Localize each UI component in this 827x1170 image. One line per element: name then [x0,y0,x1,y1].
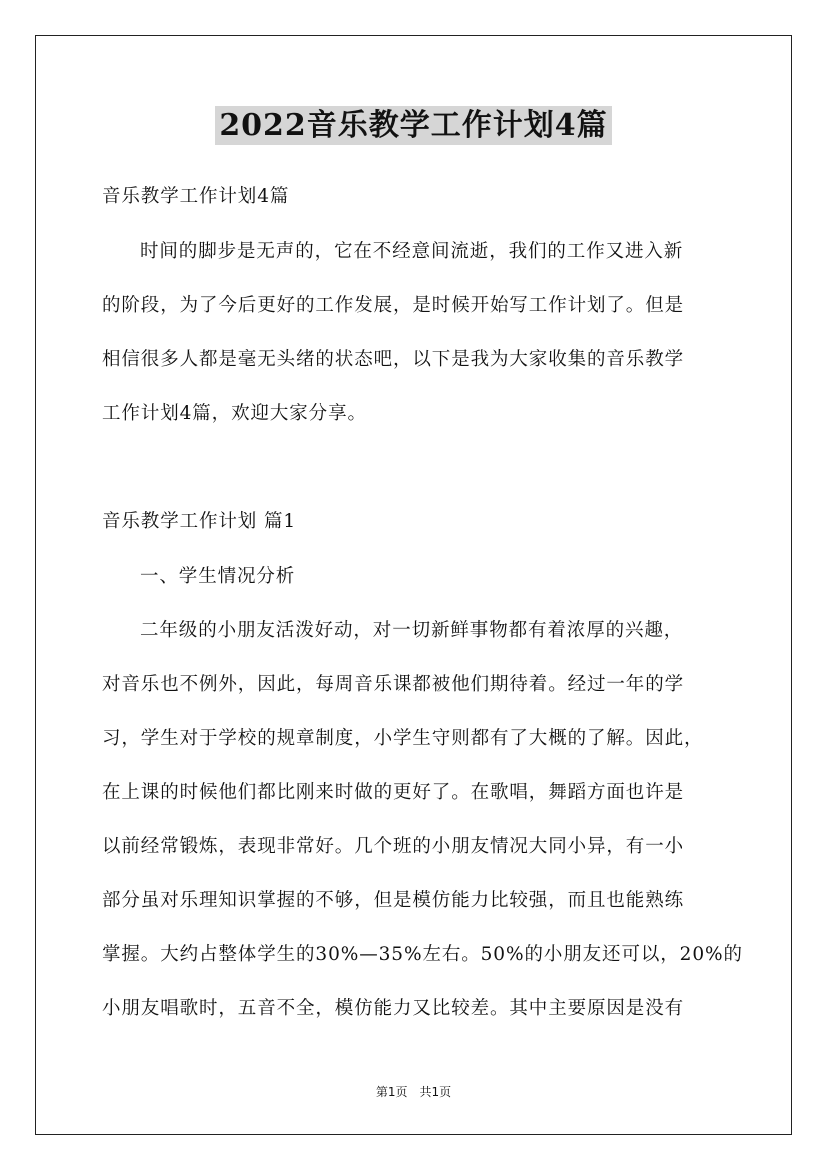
title-text: 2022音乐教学工作计划4篇 [215,106,611,145]
page-total: 共1页 [419,1085,452,1099]
intro-line: 时间的脚步是无声的，它在不经意间流逝，我们的工作又进入新 [140,241,684,262]
intro-line: 的阶段，为了今后更好的工作发展，是时候开始写工作计划了。但是 [102,295,685,316]
heading-section-1: 音乐教学工作计划 篇1 [102,511,297,532]
document-title [0,100,827,144]
intro-line: 相信很多人都是毫无头绪的状态吧，以下是我为大家收集的音乐教学 [102,349,685,370]
body-line: 部分虽对乐理知识掌握的不够，但是模仿能力比较强，而且也能熟练 [102,890,685,911]
subheading-student-analysis: 一、学生情况分析 [140,566,296,587]
intro-line: 工作计划4篇，欢迎大家分享。 [102,403,367,424]
body-line: 对音乐也不例外，因此，每周音乐课都被他们期待着。经过一年的学 [102,674,685,695]
page-footer [0,1083,827,1100]
page-number: 第1页 [375,1085,408,1099]
body-line: 习，学生对于学校的规章制度，小学生守则都有了大概的了解。因此， [102,728,704,749]
body-line: 在上课的时候他们都比刚来时做的更好了。在歌唱，舞蹈方面也许是 [102,782,685,803]
body-line: 以前经常锻炼，表现非常好。几个班的小朋友情况大同小异，有一小 [102,836,685,857]
body-line: 掌握。大约占整体学生的30%—35%左右。50%的小朋友还可以，20%的 [102,944,743,965]
body-line: 二年级的小朋友活泼好动，对一切新鲜事物都有着浓厚的兴趣， [140,620,684,641]
heading-main: 音乐教学工作计划4篇 [102,186,290,207]
body-line: 小朋友唱歌时，五音不全，模仿能力又比较差。其中主要原因是没有 [102,998,685,1019]
